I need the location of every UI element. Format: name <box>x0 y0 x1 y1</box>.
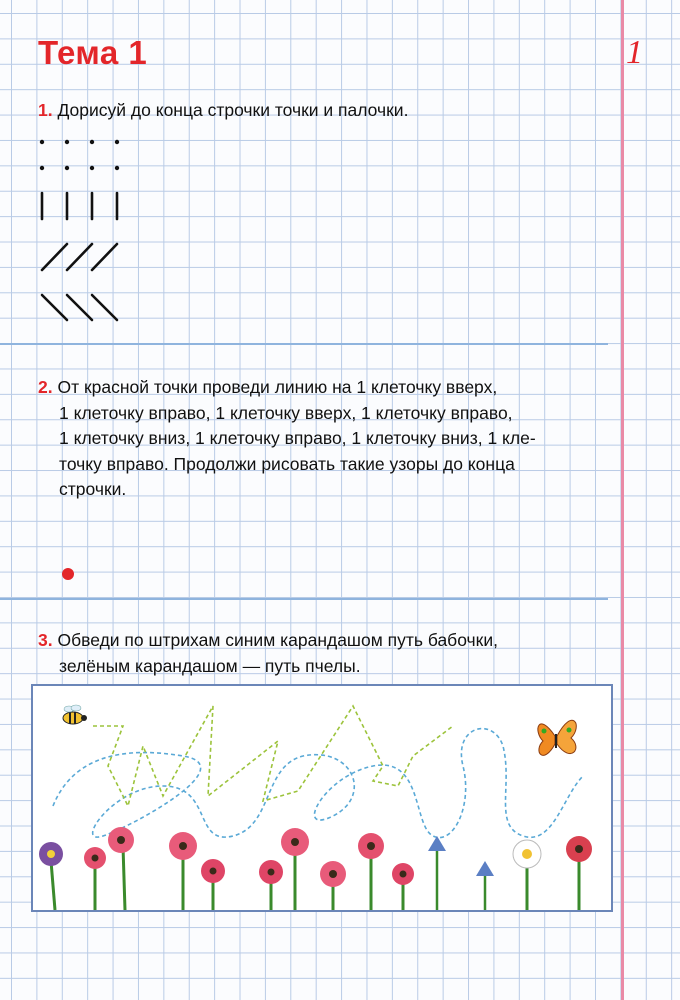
bee-path <box>93 706 453 806</box>
task3-line: зелёным карандашом — путь пчелы. <box>59 655 361 676</box>
task2-line: От красной точки проведи линию на 1 клеточку вверх, <box>57 377 498 397</box>
task1-instruction: Дорисуй до конца строчки точки и палочки. <box>57 100 409 120</box>
flower-icon <box>108 827 134 910</box>
bluebell-icon <box>476 861 494 910</box>
butterfly-icon <box>538 720 576 755</box>
dot-row <box>40 140 119 170</box>
flower-icon <box>84 847 106 910</box>
bluebell-icon <box>428 836 446 910</box>
flower-icon <box>39 842 63 910</box>
task2-text <box>38 375 536 503</box>
red-start-dot <box>62 568 74 580</box>
section-divider <box>0 598 608 600</box>
path-picture <box>31 684 613 912</box>
flower-icon <box>259 860 283 910</box>
task2-line: точку вправо. Продолжи рисовать такие узоры до конца <box>59 453 515 474</box>
section-divider <box>0 343 608 345</box>
task2-number: 2. <box>38 377 53 397</box>
task2-line: строчки. <box>59 479 127 499</box>
butterfly-path <box>53 729 583 838</box>
slash-row <box>42 244 117 270</box>
bee-icon <box>63 705 87 724</box>
task1-number: 1. <box>38 100 53 120</box>
path-illustration <box>33 686 611 910</box>
backslash-row <box>42 295 117 320</box>
flower-icon <box>281 828 309 910</box>
task1-pattern <box>30 130 150 330</box>
task1-text <box>38 98 408 124</box>
vertical-stick-row <box>42 193 117 219</box>
task2-line: 1 клеточку вниз, 1 клеточку вправо, 1 клеточку вниз, 1 кле- <box>59 428 536 448</box>
task2-line: 1 клеточку вправо, 1 клеточку вверх, 1 клеточку вправо, <box>59 402 513 423</box>
page-number: 1 <box>626 34 643 71</box>
flower-icon <box>392 863 414 910</box>
flower-row <box>39 827 592 910</box>
page-title: Тема 1 <box>38 34 148 71</box>
daisy-icon <box>513 840 541 910</box>
task3-number: 3. <box>38 630 53 650</box>
page-margin-line <box>621 0 624 1000</box>
task3-line: Обведи по штрихам синим карандашом путь бабочки, <box>57 630 498 650</box>
flower-icon <box>566 836 592 910</box>
flower-icon <box>358 833 384 910</box>
flower-icon <box>201 859 225 910</box>
flower-icon <box>320 861 346 910</box>
task3-text <box>38 628 498 679</box>
flower-icon <box>169 832 197 910</box>
